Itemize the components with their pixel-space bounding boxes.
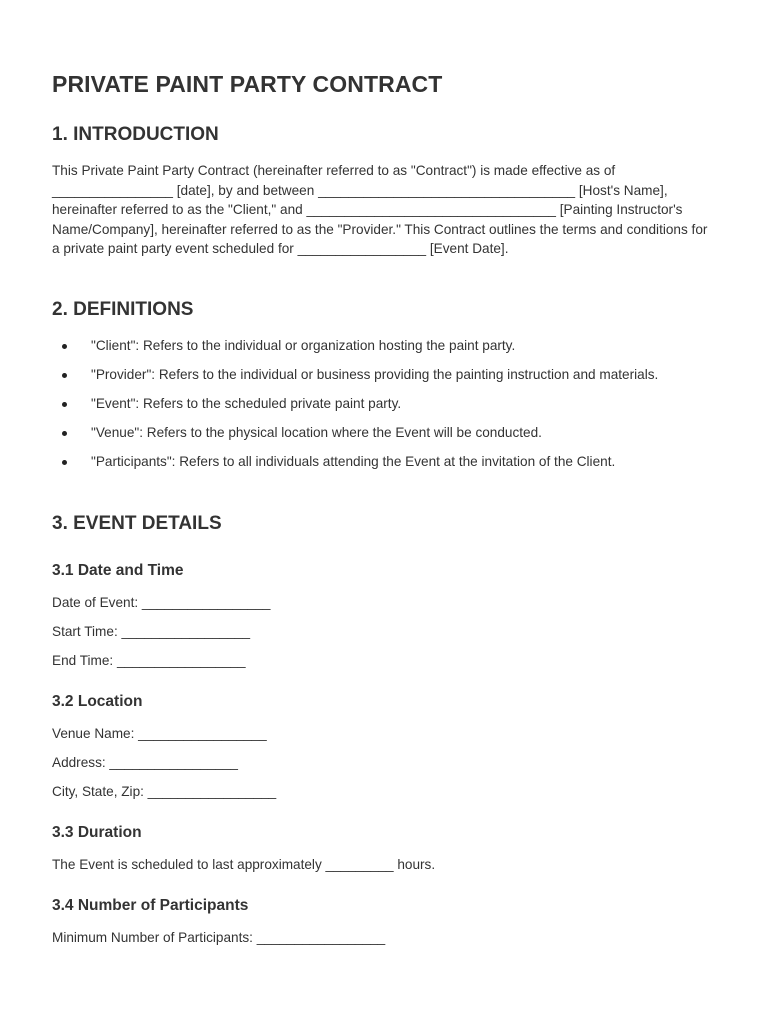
list-item <box>52 452 712 472</box>
minimum-participants-field: Minimum Number of Participants: _________________ <box>52 930 386 945</box>
bullet-icon <box>62 402 67 407</box>
definition-client: "Client": Refers to the individual or organization hosting the paint party. <box>91 338 516 353</box>
date-of-event-field: Date of Event: _________________ <box>52 595 271 610</box>
participants-heading: 3.4 Number of Participants <box>52 897 249 914</box>
list-item <box>52 336 712 356</box>
start-time-field: Start Time: _________________ <box>52 624 251 639</box>
list-item <box>52 365 712 385</box>
date-time-heading: 3.1 Date and Time <box>52 562 184 579</box>
location-heading: 3.2 Location <box>52 693 143 710</box>
definition-event: "Event": Refers to the scheduled private paint party. <box>91 395 402 411</box>
list-item <box>52 423 712 443</box>
introduction-paragraph: This Private Paint Party Contract (hereinafter referred to as "Contract") is made effective as of ________________ [date], by and between __________________________________ [Host's Name], hereinafter referred to as the "Client," and _________________________________ [Painting Instructor's Name/Company], hereinafter referred to as the "Provider." This Contract outlines the terms and conditions for a private paint party event scheduled for _________________ [Event Date]. <box>52 163 708 257</box>
definitions-list <box>52 336 712 481</box>
duration-heading: 3.3 Duration <box>52 824 142 841</box>
list-item <box>52 394 712 414</box>
document-title: PRIVATE PAINT PARTY CONTRACT <box>52 71 443 97</box>
end-time-field: End Time: _________________ <box>52 653 246 668</box>
definitions-heading: 2. DEFINITIONS <box>52 299 194 320</box>
introduction-heading: 1. INTRODUCTION <box>52 124 219 145</box>
definition-provider: "Provider": Refers to the individual or business providing the painting instruction and materials. <box>91 366 659 382</box>
venue-name-field: Venue Name: _________________ <box>52 726 267 741</box>
bullet-icon <box>62 431 67 436</box>
bullet-icon <box>62 373 67 378</box>
bullet-icon <box>62 344 67 349</box>
event-details-heading: 3. EVENT DETAILS <box>52 513 222 534</box>
duration-text: The Event is scheduled to last approximately _________ hours. <box>52 857 436 872</box>
bullet-icon <box>62 460 67 465</box>
address-field: Address: _________________ <box>52 755 238 770</box>
definition-venue: "Venue": Refers to the physical location where the Event will be conducted. <box>91 424 542 440</box>
definition-participants: "Participants": Refers to all individuals attending the Event at the invitation of the Client. <box>91 453 616 469</box>
city-state-zip-field: City, State, Zip: _________________ <box>52 784 277 799</box>
